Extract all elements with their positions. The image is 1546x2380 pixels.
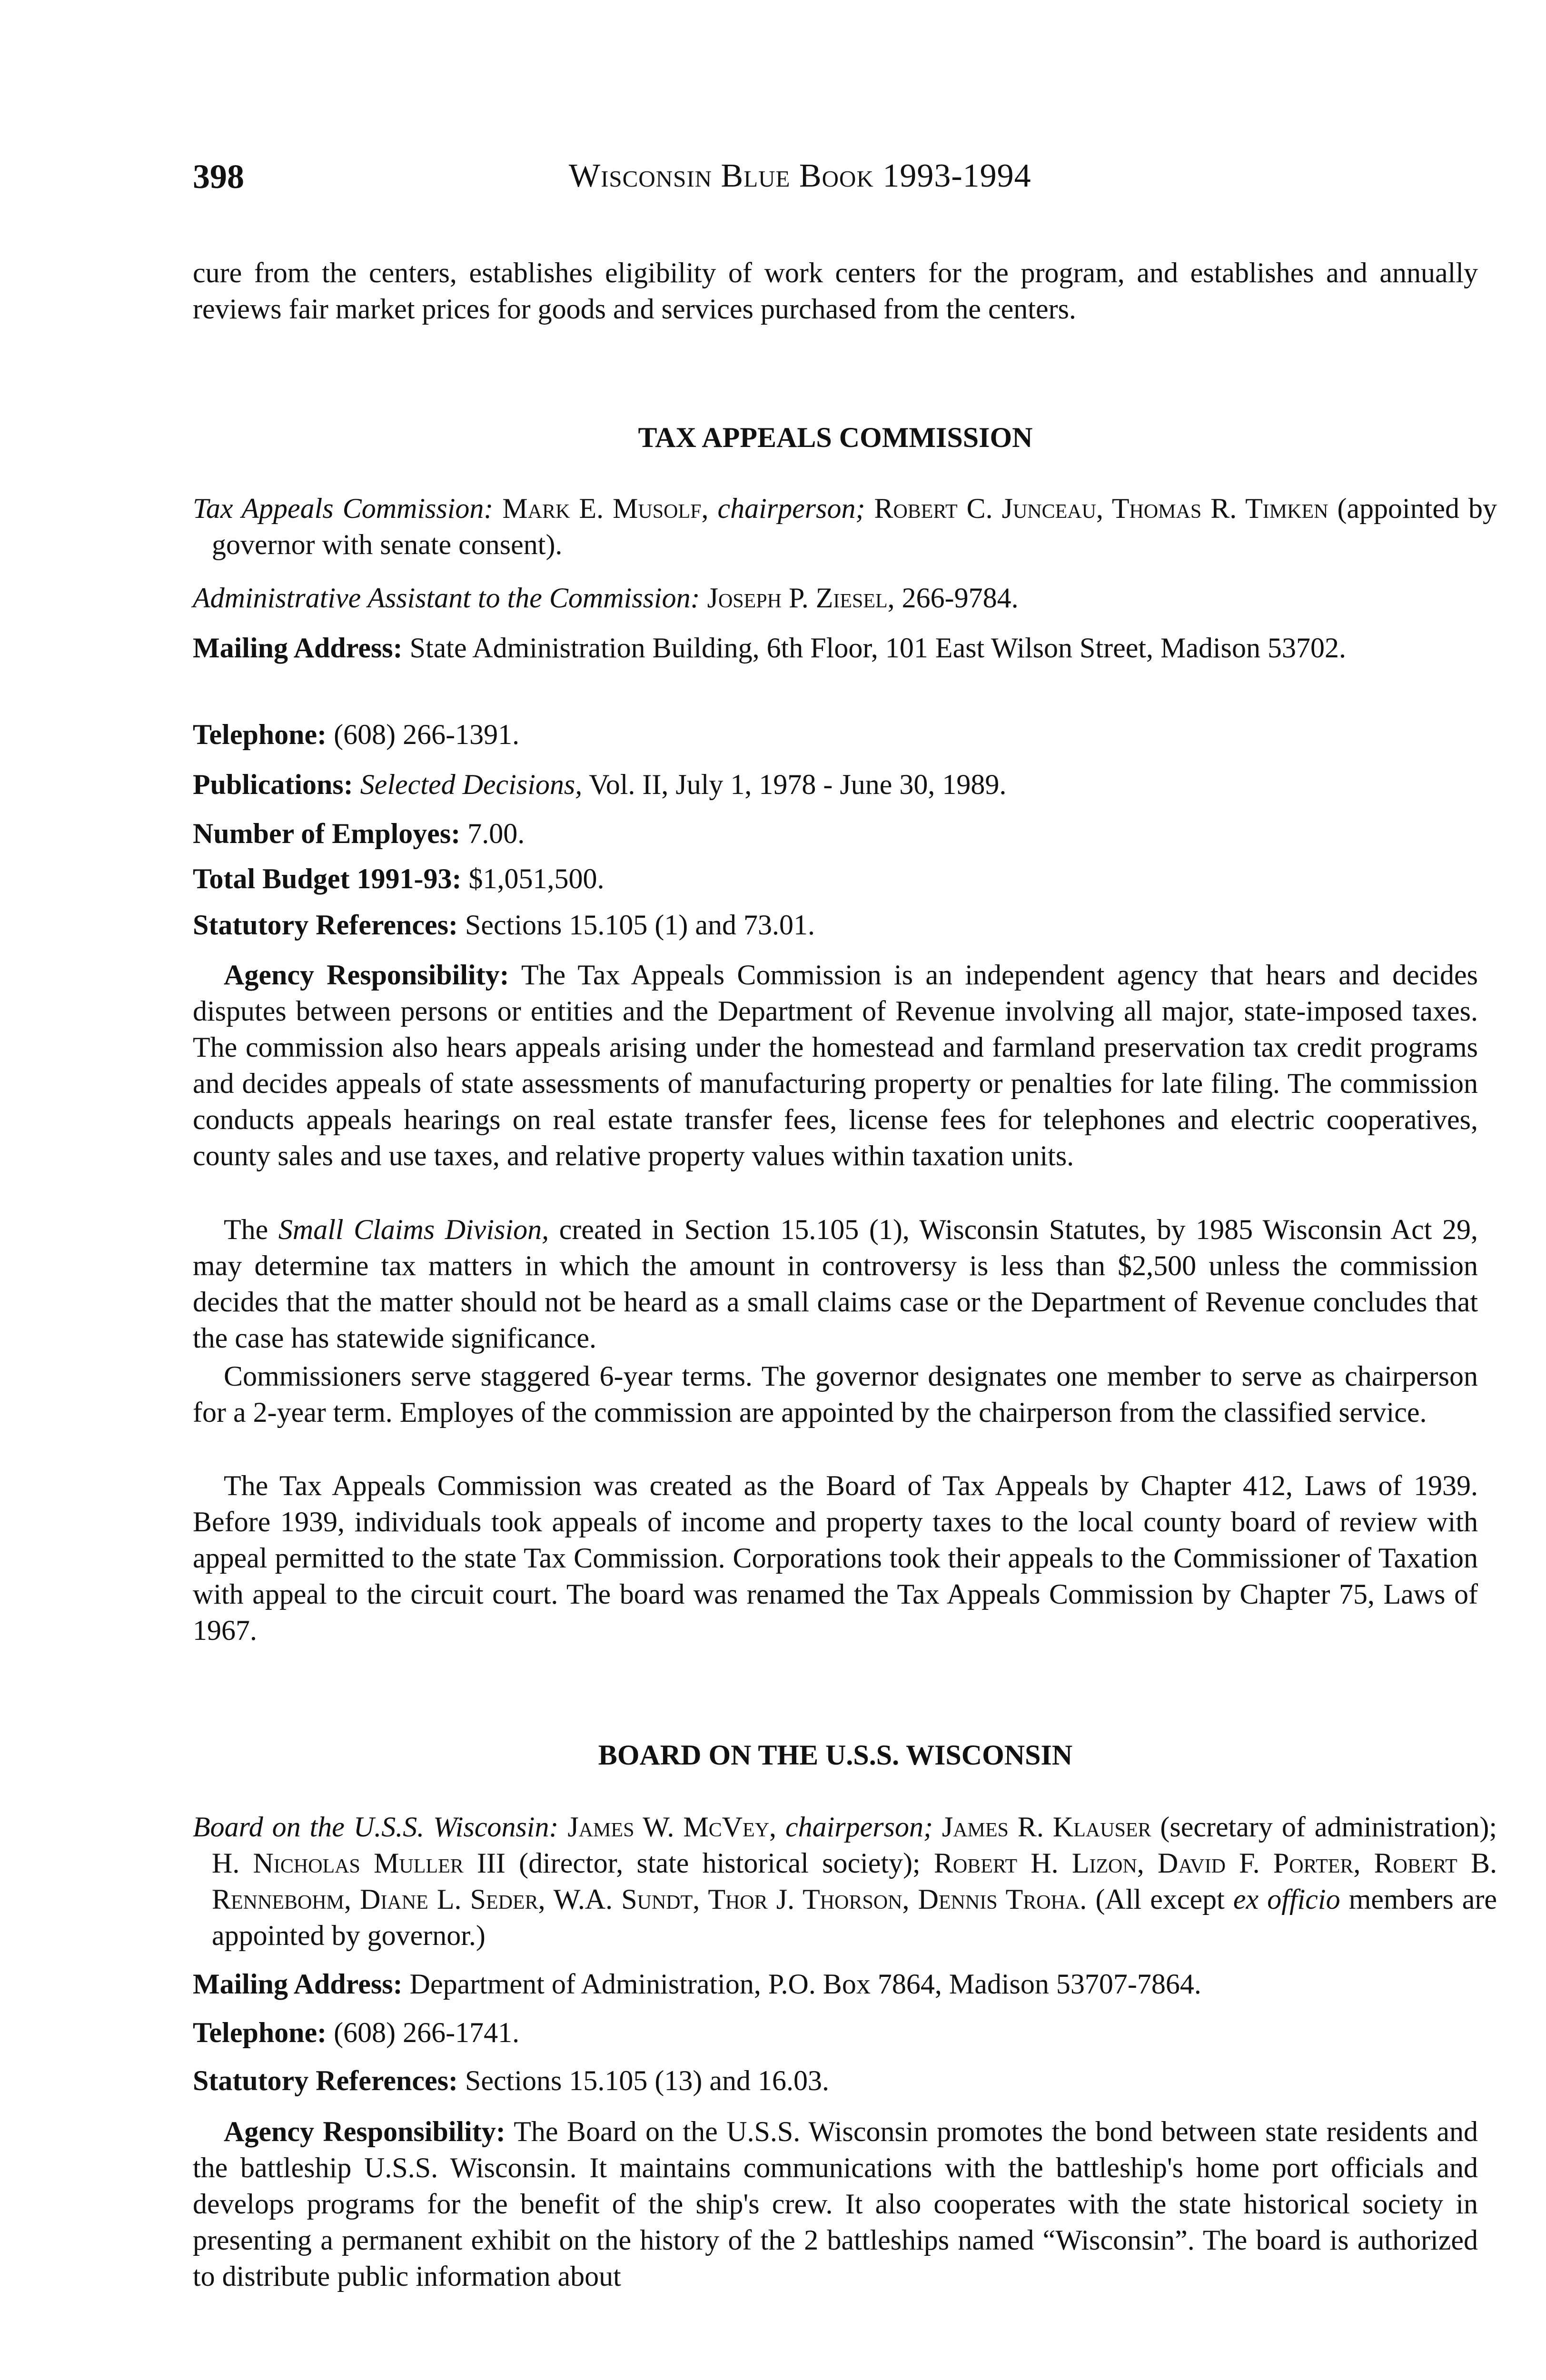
commission-members: Tax Appeals Commission: Mark E. Musolf, chairperson; Robert C. Junceau, Thomas R. Timken (appointed by governor with senate consent). xyxy=(193,493,1497,560)
assistant-phone: 266-9784. xyxy=(902,582,1019,614)
board-mailing-address xyxy=(193,1966,1497,2002)
board-chair: James W. McVey xyxy=(567,1811,770,1843)
intro-paragraph: cure from the centers, establishes eligibility of work centers for the program, and establishes and annually reviews fair market prices for goods and services purchased from the centers. xyxy=(193,257,1478,325)
tax-publications xyxy=(193,766,1497,803)
terms-paragraph: Commissioners serve staggered 6-year terms. The governor designates one member to serve as chairperson for a 2-year term. Employes of the commission are appointed by the chairperson from the classified service. xyxy=(193,1360,1478,1428)
board-responsibility-text: The Board on the U.S.S. Wisconsin promotes the bond between state residents and the battleship U.S.S. Wisconsin. It maintains communications with the battleship's home port officials and develops programs for the benefit of the ship's crew. It also cooperates with the state historical society in presenting a permanent exhibit on the history of the 2 battleships named “Wisconsin”. The board is authorized to distribute public information about xyxy=(193,2116,1478,2292)
assistant-name: Joseph P. Ziesel xyxy=(707,582,888,614)
small-claims-lead: The xyxy=(224,1214,268,1245)
tax-appeals-heading: TAX APPEALS COMMISSION xyxy=(638,422,1033,453)
commission-chair: Mark E. Musolf xyxy=(502,493,702,524)
board-telephone xyxy=(193,2014,1497,2051)
statutory-value: Sections 15.105 (1) and 73.01. xyxy=(465,909,815,941)
board-statutory-value: Sections 15.105 (13) and 16.03. xyxy=(465,2065,829,2096)
assistant-label: Administrative Assistant to the Commission: xyxy=(193,582,700,614)
publication-details: Vol. II, July 1, 1978 - June 30, 1989. xyxy=(589,769,1007,800)
statutory-label: Statutory References: xyxy=(193,909,458,941)
board-mailing-value: Department of Administration, P.O. Box 7864, Madison 53707-7864. xyxy=(409,1968,1201,2000)
small-claims-text: created in Section 15.105 (1), Wisconsin Statutes, by 1985 Wisconsin Act 29, may determine tax matters in which the amount in controversy is less than $2,500 unless the commission decides that the matter should not be heard as a small claims case or the Department of Revenue concludes that the case has statewide significance. xyxy=(193,1214,1478,1354)
board-member-muller-role: (director, state historical society); xyxy=(519,1847,921,1879)
tax-budget xyxy=(193,861,1497,897)
board-note-post: members are appointed by governor.) xyxy=(212,1884,1497,1951)
appointment-note: (appointed by governor with senate consent). xyxy=(212,493,1497,560)
tax-employees xyxy=(193,815,1497,852)
tax-statutory-references xyxy=(193,907,1497,943)
mailing-label: Mailing Address: xyxy=(193,632,403,664)
employees-value: 7.00. xyxy=(467,818,525,849)
chair-role: chairperson; xyxy=(717,493,865,524)
publications-label: Publications: xyxy=(193,769,353,800)
small-claims-paragraph xyxy=(193,1211,1478,1356)
board-members: Board on the U.S.S. Wisconsin: James W. McVey, chairperson; James R. Klauser (secretary of administration); H. Nicholas Muller III (director, state historical society); Robert H. Lizon, David F. Porter, Robert B. Renneboнm, Diane L. Seder, W.A. Sundt, Thor J. Thorson, Dennis Troha. (All except ex officio members are appointed by governor.) xyxy=(193,1811,1497,1951)
board-member-klauser: James R. Klauser xyxy=(941,1811,1151,1843)
telephone-value: (608) 266-1391. xyxy=(334,719,520,750)
administrative-assistant: Administrative Assistant to the Commission: Joseph P. Ziesel, 266-9784. xyxy=(193,582,1019,614)
tax-agency-responsibility xyxy=(193,957,1478,1174)
board-note-ex-officio: ex officio xyxy=(1233,1884,1340,1915)
commission-members-names: Robert C. Junceau, Thomas R. Timken xyxy=(874,493,1328,524)
board-mailing-label: Mailing Address: xyxy=(193,1968,403,2000)
budget-value: $1,051,500. xyxy=(468,863,605,894)
board-label: Board on the U.S.S. Wisconsin: xyxy=(193,1811,559,1843)
budget-label: Total Budget 1991-93: xyxy=(193,863,462,894)
board-statutory-references xyxy=(193,2063,1497,2099)
page-number: 398 xyxy=(193,158,244,196)
board-note-pre: (All except xyxy=(1095,1884,1225,1915)
board-responsibility-label: Agency Responsibility: xyxy=(224,2116,505,2147)
mailing-value: State Administration Building, 6th Floor, 101 East Wilson Street, Madison 53702. xyxy=(409,632,1346,664)
board-member-muller: H. Nicholas Muller III xyxy=(212,1847,505,1879)
employees-label: Number of Employes: xyxy=(193,818,461,849)
tax-telephone xyxy=(193,716,1497,753)
publication-title: Selected Decisions, xyxy=(360,769,583,800)
board-telephone-label: Telephone: xyxy=(193,2017,327,2048)
running-header xyxy=(193,157,1392,205)
board-agency-responsibility xyxy=(193,2113,1478,2294)
board-chair-role: chairperson; xyxy=(785,1811,933,1843)
uss-wisconsin-heading: BOARD ON THE U.S.S. WISCONSIN xyxy=(598,1739,1073,1771)
small-claims-division: Small Claims Division, xyxy=(278,1214,549,1245)
board-telephone-value: (608) 266-1741. xyxy=(334,2017,520,2048)
responsibility-text: The Tax Appeals Commission is an independent agency that hears and decides disputes between persons or entities and the Department of Revenue involving all major, state-imposed taxes. The commission also hears appeals arising under the homestead and farmland preservation tax credit programs and decides appeals of state assessments of manufacturing property or penalties for late filing. The commission conducts appeals hearings on real estate transfer fees, license fees for telephones and electric cooperatives, county sales and use taxes, and relative property values within taxation units. xyxy=(193,959,1478,1171)
board-member-klauser-role: (secretary of administration); xyxy=(1160,1811,1497,1843)
board-statutory-label: Statutory References: xyxy=(193,2065,458,2096)
book-title: Wisconsin Blue Book 1993-1994 xyxy=(569,158,1031,194)
telephone-label: Telephone: xyxy=(193,719,327,750)
history-paragraph: The Tax Appeals Commission was created as the Board of Tax Appeals by Chapter 412, Laws of 1939. Before 1939, individuals took appeals of income and property taxes to the local county board of review with appeal permitted to the state Tax Commission. Corporations took their appeals to the Commissioner of Taxation with appeal to the circuit court. The board was renamed the Tax Appeals Commission by Chapter 75, Laws of 1967. xyxy=(193,1470,1478,1646)
tax-mailing-address xyxy=(193,630,1497,666)
responsibility-label: Agency Responsibility: xyxy=(224,959,509,991)
commission-label: Tax Appeals Commission: xyxy=(193,493,494,524)
board-other-members: Robert H. Lizon, David F. Porter, Robert B. Renneboнm, Diane L. Seder, W.A. Sundt, Thor J. Thorson, Dennis Troha. xyxy=(212,1847,1497,1915)
